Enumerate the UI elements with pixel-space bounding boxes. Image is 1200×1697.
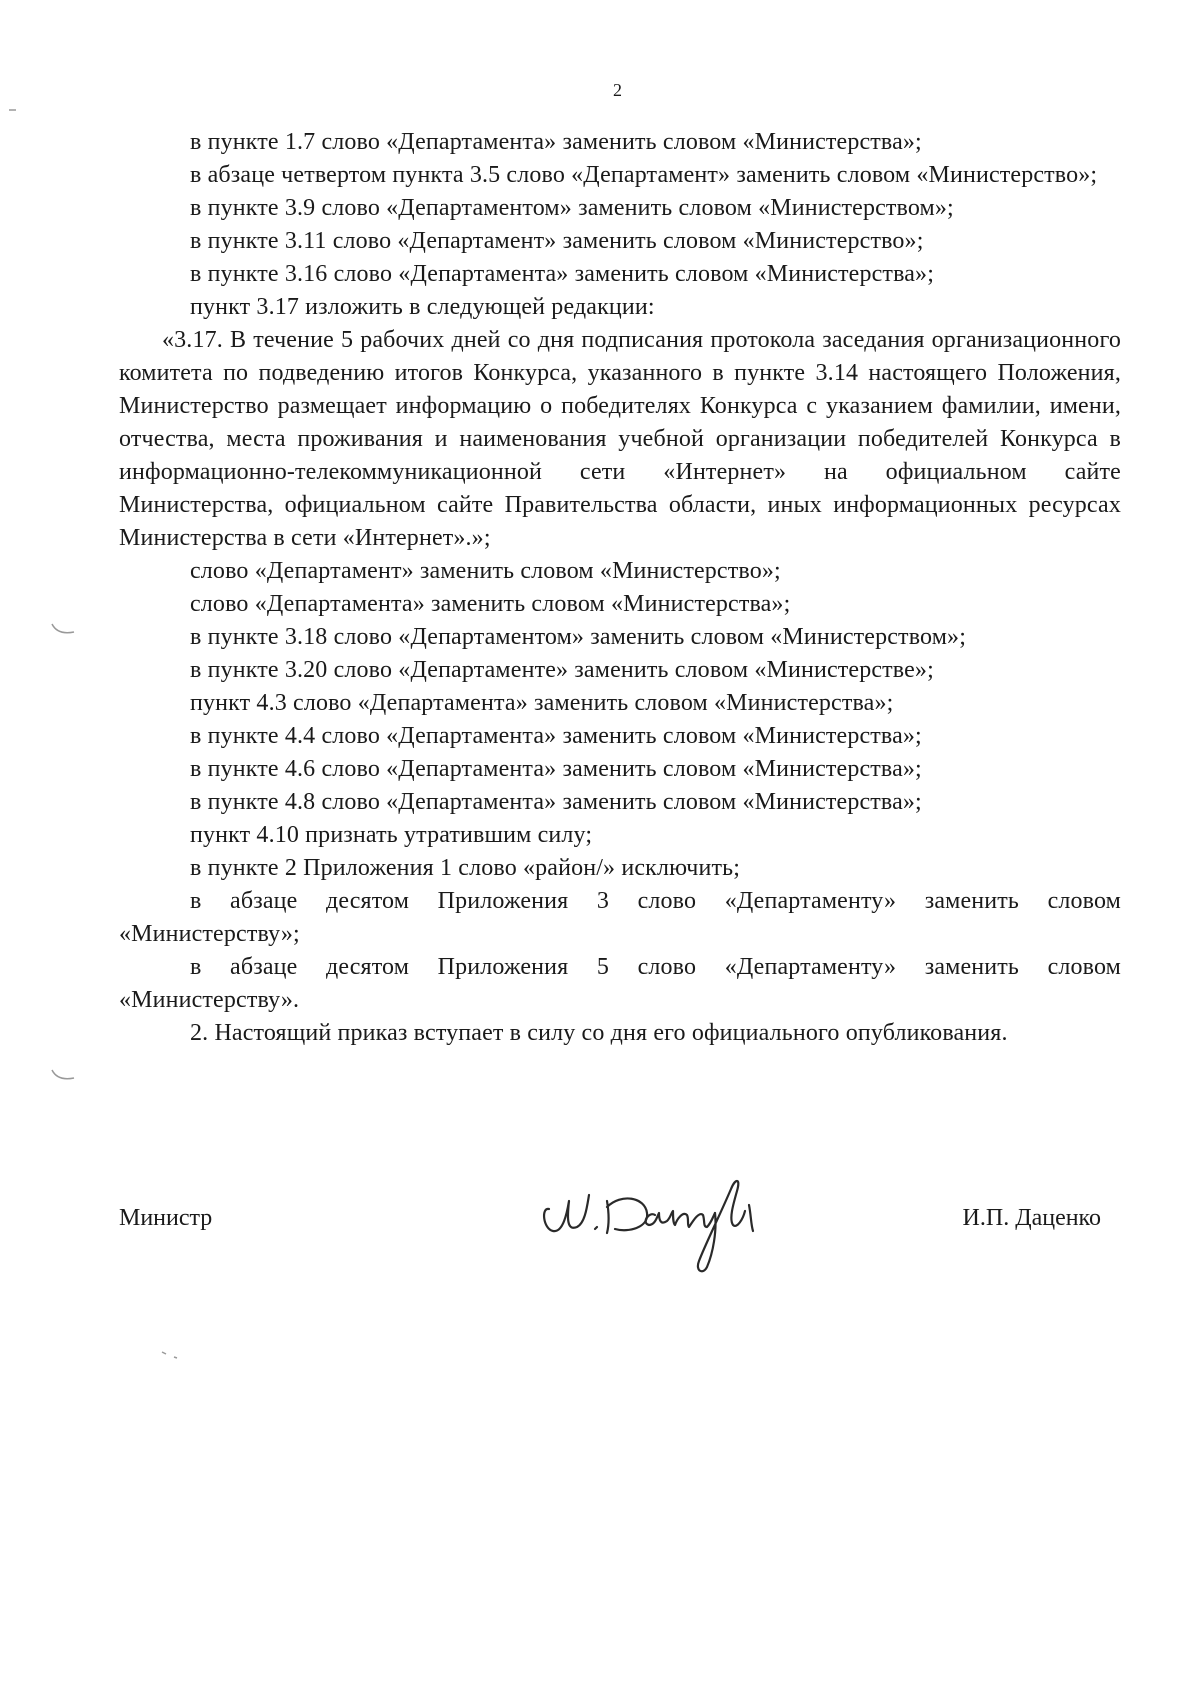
effective-date-clause: 2. Настоящий приказ вступает в силу со дня его официального опубликования. [190, 1020, 1008, 1046]
scan-speck-bottom [160, 1350, 180, 1360]
scan-speck-top [8, 108, 18, 112]
document-body [119, 126, 1121, 1050]
paragraph-6: пункт 3.17 изложить в следующей редакции: [190, 294, 655, 320]
paragraph-10: в пункте 3.18 слово «Департаментом» заменить словом «Министерством»; [190, 624, 967, 650]
paragraph-8: слово «Департамент» заменить словом «Министерство»; [190, 558, 781, 584]
paragraph-19: в абзаце десятом Приложения 5 слово «Департаменту» заменить словом «Министерству». [119, 954, 1121, 1013]
page-number: 2 [613, 80, 622, 100]
paragraph-14: в пункте 4.6 слово «Департамента» заменить словом «Министерства»; [190, 756, 922, 782]
scan-speck-mid [50, 622, 76, 636]
signatory-name: И.П. Даценко [962, 1205, 1101, 1231]
paragraph-3: в пункте 3.9 слово «Департаментом» заменить словом «Министерством»; [190, 195, 954, 221]
paragraph-4: в пункте 3.11 слово «Департамент» заменить словом «Министерство»; [190, 228, 924, 254]
paragraph-9: слово «Департамента» заменить словом «Министерства»; [190, 591, 791, 617]
signatory-title: Министр [119, 1205, 213, 1231]
quoted-clause-3-17: «3.17. В течение 5 рабочих дней со дня подписания протокола заседания организационного комитета по подведению итогов Конкурса, указанного в пункте 3.14 настоящего Положения, Министерство размещает информацию о победителях Конкурса с указанием фамилии, имени, отчества, места проживания и наименования учебной организации победителей Конкурса в информационно-телекоммуникационной сети «Интернет» на официальном сайте Министерства, официальном сайте Правительства области, иных информационных ресурсах Министерства в сети «Интернет».»; [119, 327, 1121, 551]
paragraph-5: в пункте 3.16 слово «Департамента» заменить словом «Министерства»; [190, 261, 935, 287]
handwritten-signature [537, 1167, 797, 1277]
paragraph-18: в абзаце десятом Приложения 3 слово «Департаменту» заменить словом «Министерству»; [119, 888, 1121, 947]
paragraph-1: в пункте 1.7 слово «Департамента» заменить словом «Министерства»; [190, 129, 922, 155]
paragraph-15: в пункте 4.8 слово «Департамента» заменить словом «Министерства»; [190, 789, 922, 815]
paragraph-16: пункт 4.10 признать утратившим силу; [190, 822, 593, 848]
paragraph-13: в пункте 4.4 слово «Департамента» заменить словом «Министерства»; [190, 723, 922, 749]
paragraph-11: в пункте 3.20 слово «Департаменте» заменить словом «Министерстве»; [190, 657, 934, 683]
scan-speck-lower [50, 1068, 76, 1082]
paragraph-12: пункт 4.3 слово «Департамента» заменить словом «Министерства»; [190, 690, 894, 716]
paragraph-2: в абзаце четвертом пункта 3.5 слово «Департамент» заменить словом «Министерство»; [190, 162, 1098, 188]
paragraph-17: в пункте 2 Приложения 1 слово «район/» исключить; [190, 855, 741, 881]
